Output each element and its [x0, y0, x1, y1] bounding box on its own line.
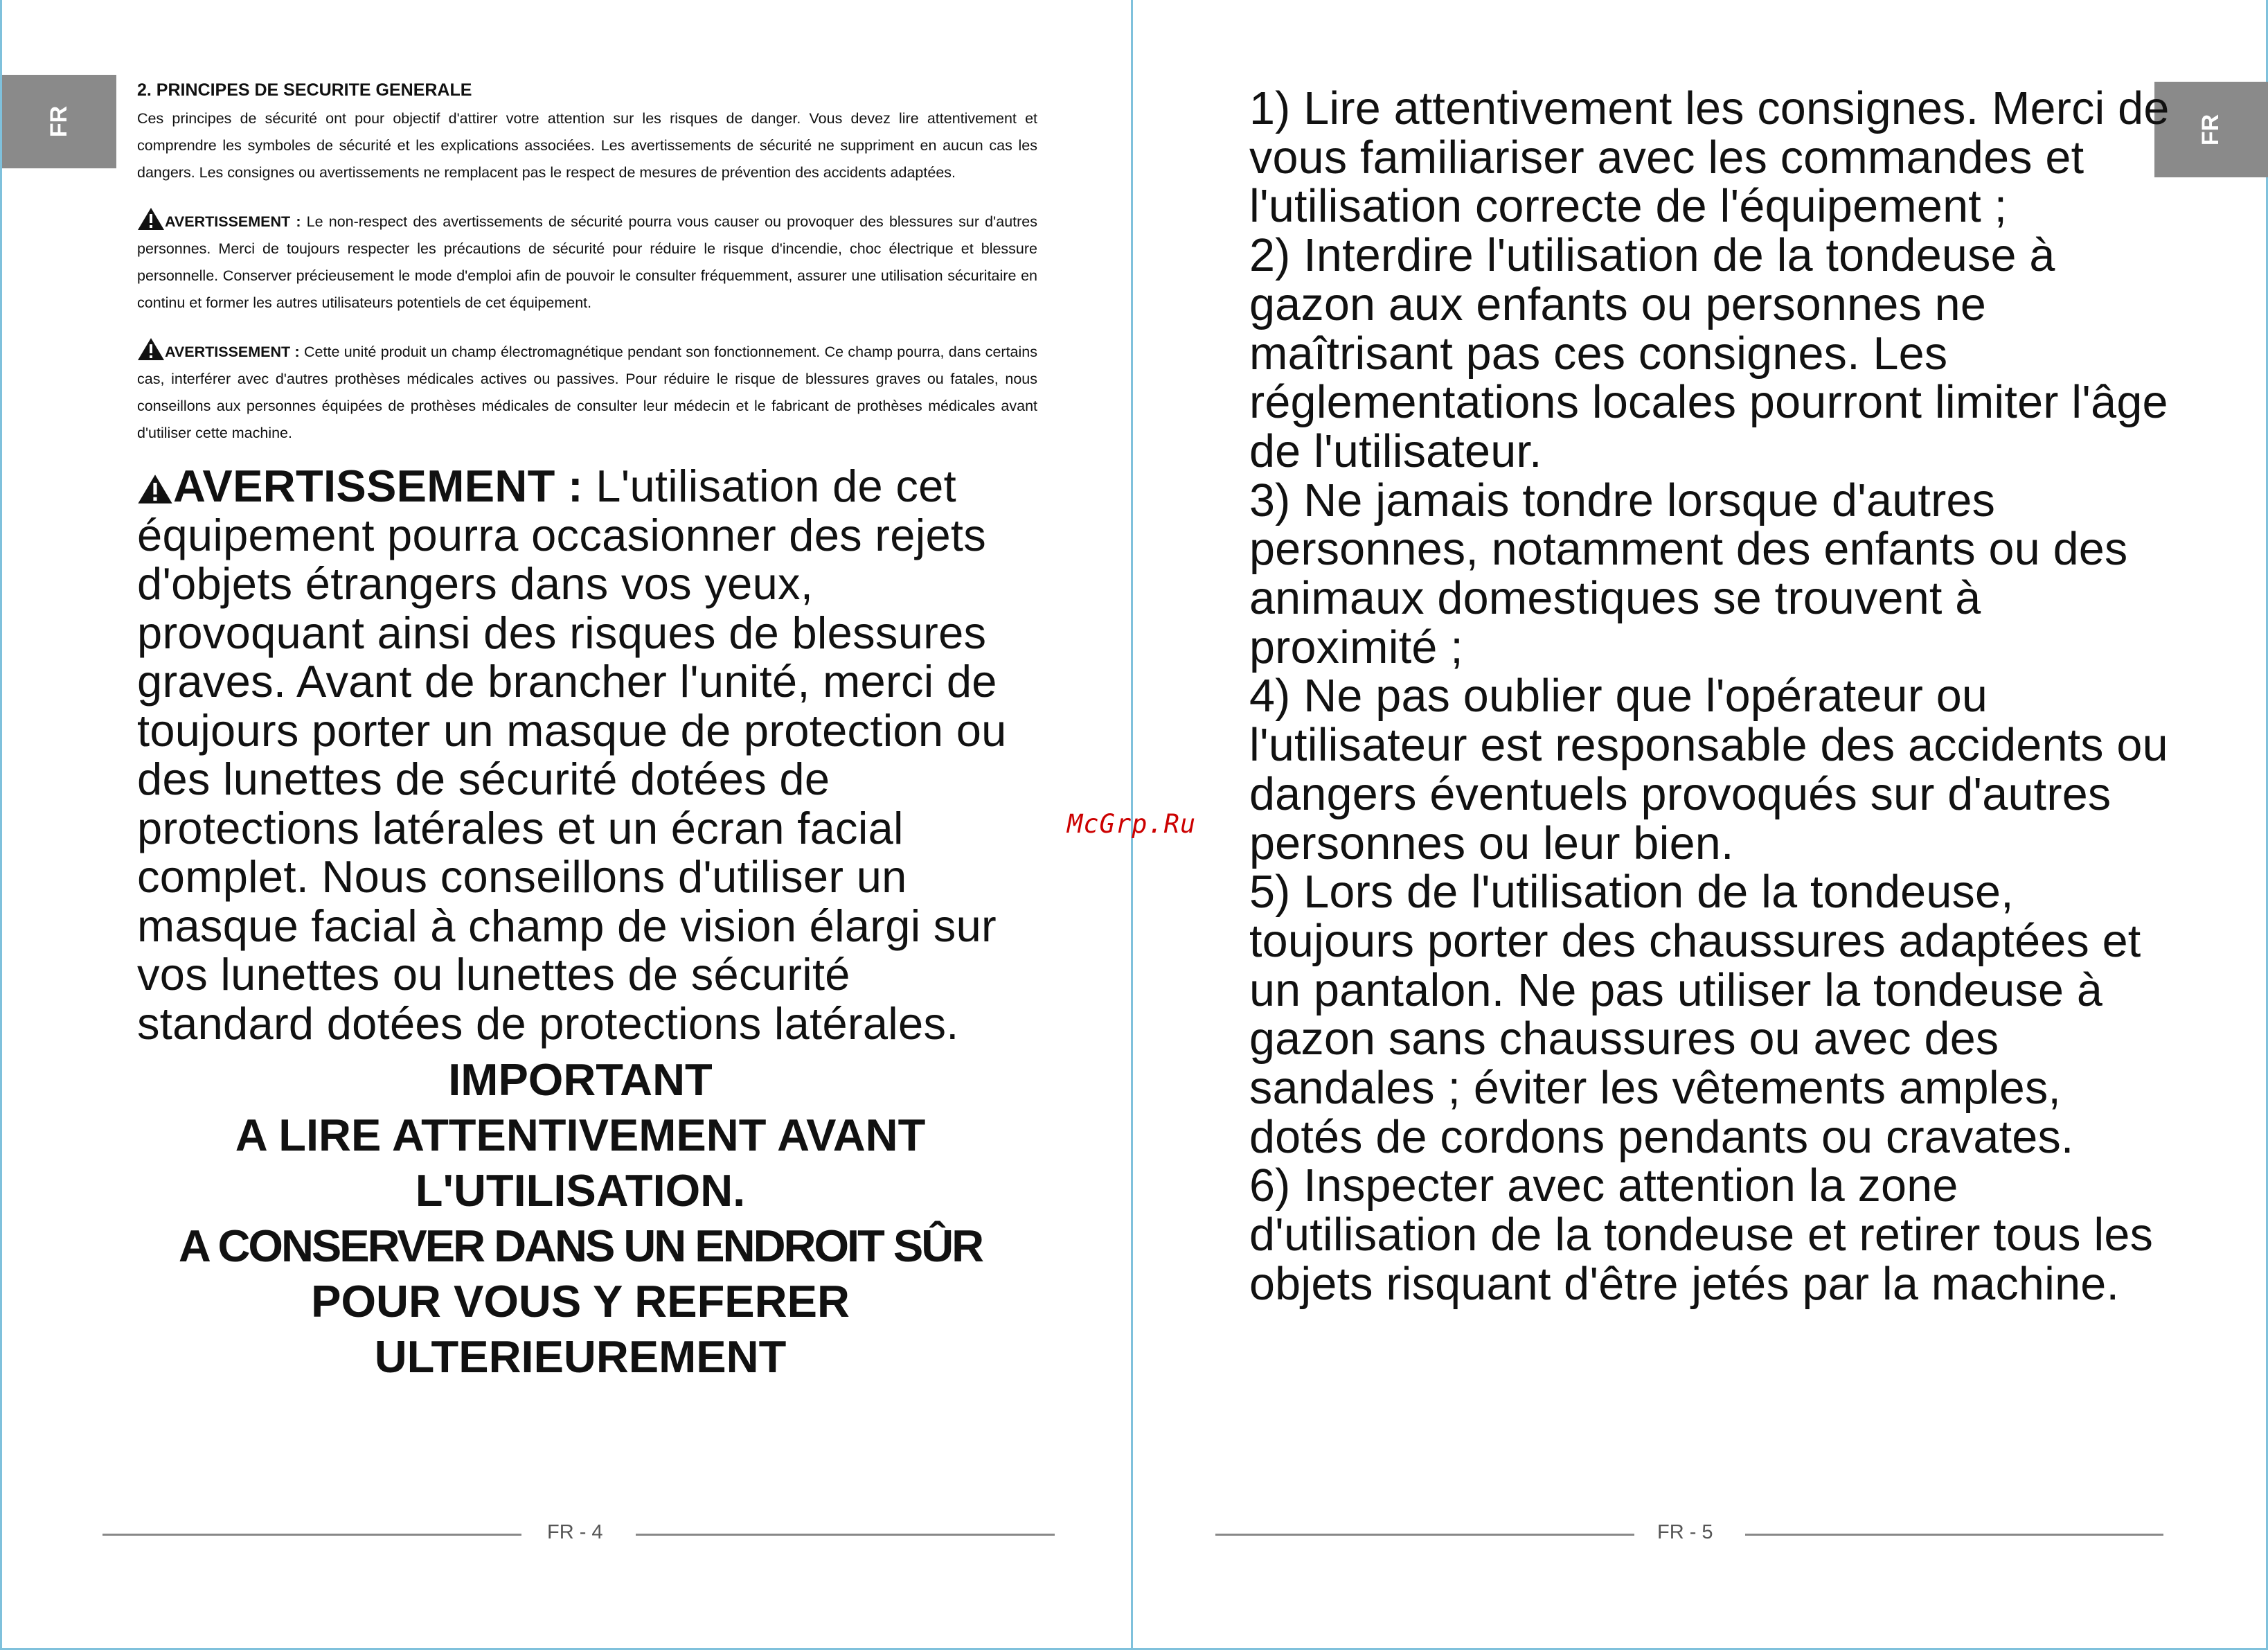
language-tab: FR	[2, 75, 116, 168]
warning-icon	[137, 337, 165, 361]
page-number: FR - 5	[1657, 1521, 1713, 1543]
footer-rule	[102, 1534, 521, 1536]
important-line: A LIRE ATTENTIVEMENT AVANT	[235, 1110, 926, 1160]
language-tab: FR	[2154, 82, 2268, 177]
left-content	[137, 78, 1037, 1385]
list-item: 5) Lors de l'utilisation de la tondeuse, toujours porter des chaussures adaptées et un pantalon. Ne pas utiliser la tondeuse à gazon sans chaussures ou avec des sandales ; éviter les vêtements amples, dotés de cordons pendants ou cravates.	[1249, 867, 2141, 1163]
important-line: A CONSERVER DANS UN ENDROIT SÛR	[178, 1221, 983, 1271]
warning-label: AVERTISSEMENT :	[165, 213, 301, 230]
right-page	[1133, 0, 2268, 1650]
eye-warning-paragraph	[137, 462, 1037, 1048]
warning-label: AVERTISSEMENT :	[165, 344, 300, 360]
watermark: McGrp.Ru	[1067, 809, 1197, 839]
warning-text: Cette unité produit un champ électromagnétique pendant son fonctionnement. Ce champ pourra, dans certains cas, interférer avec d'autres prothèses médicales actives ou passives. Pour réduire le risque de blessures graves ou fatales, nous conseillons aux personnes équipées de prothèses médicales de consulter leur médecin et le fabricant de prothèses médicales avant d'utiliser cette machine.	[137, 344, 1038, 441]
warning-text: Le non-respect des avertissements de sécurité pourra vous causer ou provoquer des blessures sur d'autres personnes. Merci de toujours respecter les précautions de sécurité pour réduire le risque d'incendie, choc électrique et blessure personnelle. Conserver précieusement le mode d'emploi afin de pouvoir le consulter fréquemment, assurer une utilisation sécuritaire en continu et former les autres utilisateurs potentiels de cet équipement.	[137, 213, 1037, 311]
warning-text: L'utilisation de cet équipement pourra occasionner des rejets d'objets étrangers dans vos yeux, provoquant ainsi des risques de blessures graves. Avant de brancher l'unité, merci de toujours porter un masque de protection ou des lunettes de sécurité dotées de protections latérales et un écran facial complet. Nous conseillons d'utiliser un masque facial à champ de vision élargi sur vos lunettes ou lunettes de sécurité standard dotées de protections latérales.	[137, 461, 1007, 1049]
warning-label: AVERTISSEMENT :	[173, 461, 583, 511]
important-line: ULTERIEUREMENT	[374, 1331, 787, 1382]
intro-paragraph: Ces principes de sécurité ont pour objectif d'attirer votre attention sur les risques de danger. Vous devez lire attentivement et comprendre les symboles de sécurité et les explications associées. Les avertissements de sécurité ne suppriment en aucun cas les dangers. Les consignes ou avertissements ne remplacent pas le respect de mesures de prévention des accidents adaptées.	[137, 110, 1037, 181]
page-footer	[1215, 1521, 2163, 1549]
warning-icon	[137, 207, 165, 231]
page-number: FR - 4	[547, 1521, 603, 1543]
warning-paragraph	[137, 207, 1037, 317]
right-content	[1249, 85, 2170, 1309]
list-item: 1) Lire attentivement les consignes. Merci de vous familiariser avec les commandes et l'utilisation correcte de l'équipement ;	[1249, 83, 2170, 233]
important-line: POUR VOUS Y REFERER	[311, 1276, 850, 1327]
important-line: L'UTILISATION.	[415, 1165, 746, 1216]
list-item: 4) Ne pas oublier que l'opérateur ou l'utilisateur est responsable des accidents ou dangers éventuels provoqués sur d'autres personnes ou leur bien.	[1249, 671, 2168, 869]
footer-rule	[1215, 1534, 1634, 1536]
warning-paragraph	[137, 337, 1037, 447]
page-footer	[102, 1521, 1055, 1549]
footer-rule	[1745, 1534, 2163, 1536]
warning-icon	[137, 474, 173, 504]
footer-rule	[636, 1534, 1055, 1536]
important-line: IMPORTANT	[448, 1054, 713, 1105]
left-page	[0, 0, 1133, 1650]
list-item: 3) Ne jamais tondre lorsque d'autres personnes, notamment des enfants ou des animaux domestiques se trouvent à proximité ;	[1249, 474, 2128, 673]
important-notice	[137, 1052, 1024, 1385]
section-title: 2. PRINCIPES DE SECURITE GENERALE	[137, 80, 472, 100]
list-item: 2) Interdire l'utilisation de la tondeuse à gazon aux enfants ou personnes ne maîtrisant pas ces consignes. Les réglementations locales pourront limiter l'âge de l'utilisateur.	[1249, 230, 2168, 477]
list-item: 6) Inspecter avec attention la zone d'utilisation de la tondeuse et retirer tous les objets risquant d'être jetés par la machine.	[1249, 1160, 2154, 1310]
